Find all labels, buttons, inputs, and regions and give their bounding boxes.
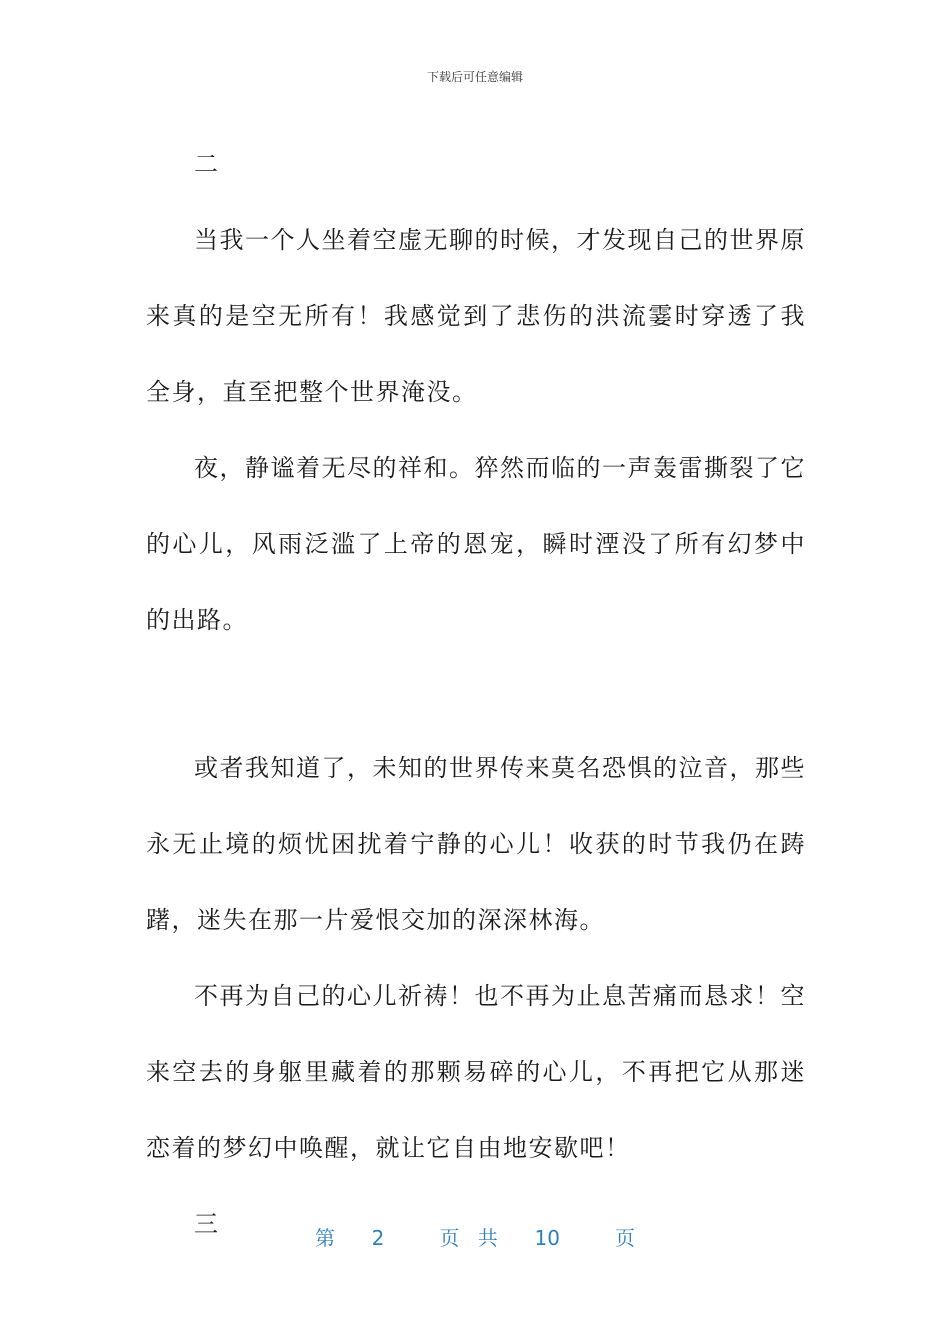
section-number: 三 (194, 1210, 220, 1238)
paragraph: 不再为自己的心儿祈祷！也不再为止息苦痛而恳求！空来空去的身躯里藏着的那颗易碎的心儿，不再把它从那迷恋着的梦幻中唤醒，就让它自由地安歇吧！ (146, 982, 806, 1162)
paragraph: 当我一个人坐着空虚无聊的时候，才发现自己的世界原来真的是空无所有！我感觉到了悲伤的洪流霎时穿透了我全身，直至把整个世界淹没。 (146, 226, 806, 406)
section-number: 二 (194, 150, 220, 178)
paragraph: 夜，静谧着无尽的祥和。猝然而临的一声轰雷撕裂了它的心儿，风雨泛滥了上帝的恩宠，瞬时湮没了所有幻梦中的出路。 (146, 454, 806, 634)
page-number: 第 2 页 共 10 页 (314, 1226, 636, 1250)
page-footer (0, 1222, 950, 1251)
paragraph: 或者我知道了，未知的世界传来莫名恐惧的泣音，那些永无止境的烦忧困扰着宁静的心儿！收获的时节我仍在踌躇，迷失在那一片爱恨交加的深深林海。 (146, 754, 806, 934)
page-header: 下载后可任意编辑 (426, 70, 523, 84)
document-body (146, 126, 806, 1262)
